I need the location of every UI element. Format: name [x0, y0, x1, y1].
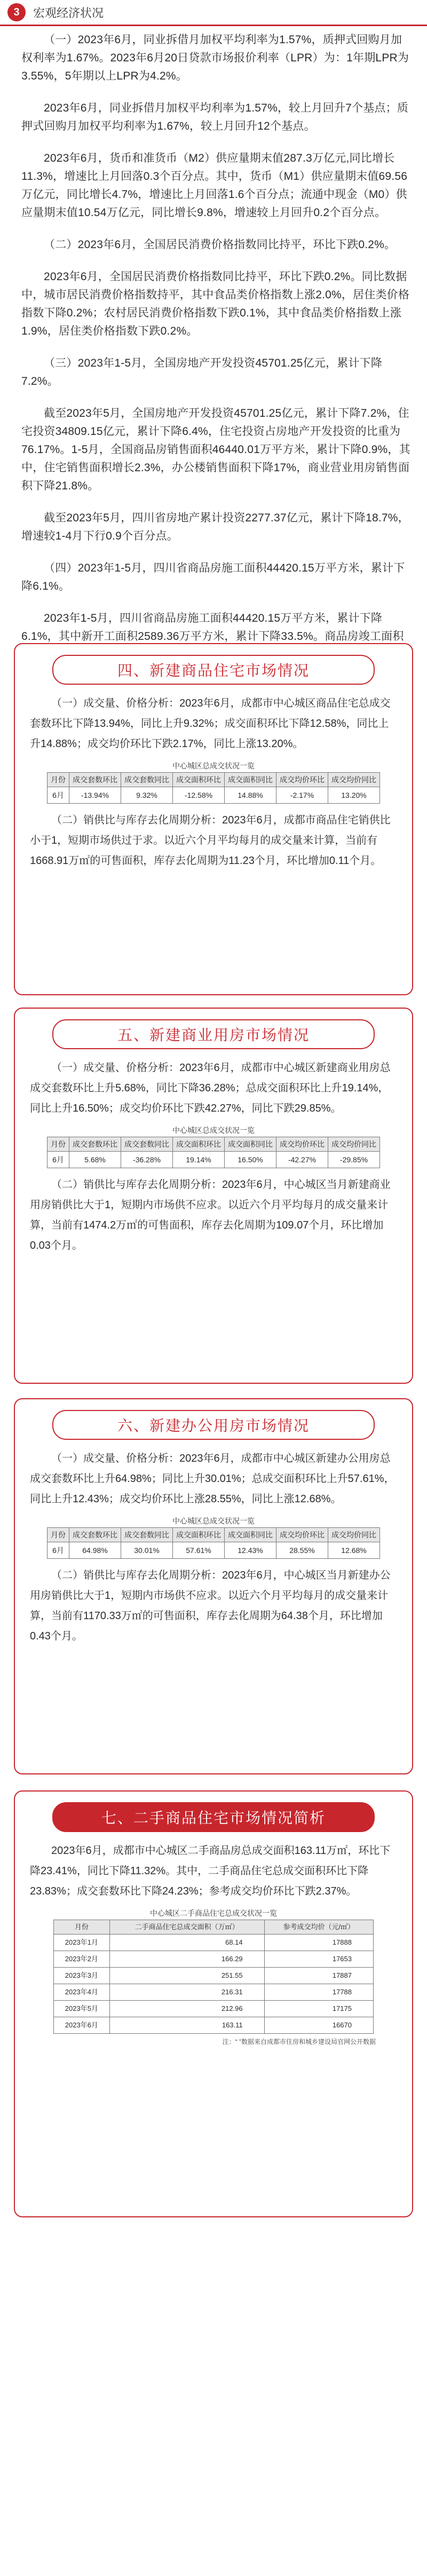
- section-title: 六、新建办公用房市场情况: [52, 1410, 375, 1440]
- table-cell: -12.58%: [173, 787, 225, 804]
- macro-paragraph: 2023年6月，同业拆借月加权平均利率为1.57%，较上月回升7个基点；质押式回购月加权平均利率为1.67%，较上月回升12个基点。: [21, 102, 409, 132]
- table-row: [48, 787, 380, 804]
- table-cell: 57.61%: [173, 1542, 225, 1559]
- table-cell: 19.14%: [173, 1152, 225, 1168]
- macro-paragraph: 2023年1-5月，四川省商品房施工面积44420.15万平方米，累计下降6.1%，其中新开工面积2589.36万平方米，累计下降33.5%。商品房竣工面积: [21, 612, 404, 643]
- table-cell: 163.11: [109, 2017, 264, 2034]
- table-header-cell: 成交均价同比: [328, 1137, 380, 1152]
- section-office: [14, 1398, 413, 1774]
- macro-title: 宏观经济状况: [33, 6, 104, 20]
- table-cell: 30.01%: [121, 1542, 173, 1559]
- table-cell: 28.55%: [276, 1542, 328, 1559]
- table-cell: -2.17%: [276, 787, 328, 804]
- table-cell: 12.43%: [225, 1542, 276, 1559]
- table-caption: 中心城区总成交状况一览: [172, 762, 255, 770]
- table-cell: 17653: [264, 1951, 373, 1968]
- table-cell: 64.98%: [69, 1542, 121, 1559]
- section-number-badge: 3: [7, 3, 26, 21]
- section-title: 七、二手商品住宅市场情况简析: [52, 1802, 375, 1832]
- section-new-residential: [14, 643, 413, 995]
- summary-table: [47, 772, 380, 804]
- summary-table: [47, 1137, 380, 1168]
- section-paragraph: （二）销供比与库存去化周期分析：2023年6月，中心城区当月新建办公用房销供比大于1，短期内市场供不应求。以近六个月平均每月的成交量来计算，当前有1170.33万㎡的可售面积，库存去化周期为64.38个月，环比增加0.43个月。: [30, 1570, 391, 1642]
- table-cell: 14.88%: [225, 787, 276, 804]
- table-header-cell: 成交均价环比: [276, 1137, 328, 1152]
- macro-content: [21, 31, 411, 722]
- section-paragraph: （一）成交量、价格分析：2023年6月，成都市中心城区新建商业用房总成交套数环比上升5.68%，同比下降36.28%；总成交面积环比上升19.14%，同比上升16.50%；成交均价环比下跌42.27%，同比下跌29.85%。: [30, 1062, 391, 1114]
- table-source-note: 注：“ ”数据来自成都市住房和城乡建设局官网公开数据: [222, 2038, 376, 2046]
- table-header-cell: 成交均价环比: [276, 773, 328, 787]
- table-cell: 68.14: [109, 1935, 264, 1951]
- section-paragraph: （二）销供比与库存去化周期分析：2023年6月，成都市商品住宅销供比小于1，短期市场供过于求。以近六个月平均每月的成交量来计算，当前有1668.91万㎡的可售面积，库存去化周期为11.23个月，环比增加0.11个月。: [30, 814, 391, 867]
- table-header-cell: 月份: [48, 1137, 69, 1152]
- macro-paragraph: 截至2023年5月，全国房地产开发投资45701.25亿元，累计下降7.2%，住宅投资34809.15亿元，累计下降6.4%，住宅投资占房地产开发投资的比重为76.17%。1-5月，全国商品房销售面积46440.01万平方米，累计下降0.9%，其中，住宅销售面积增长2.3%，办公楼销售面积下降17%，商业营业用房销售面积下降21.8%。: [21, 407, 410, 492]
- table-header-cell: 成交套数同比: [121, 1528, 173, 1542]
- table-row: [54, 1984, 374, 2001]
- table-cell: 5.68%: [69, 1152, 121, 1168]
- macro-paragraph: （三）2023年1-5月，全国房地产开发投资45701.25亿元，累计下降7.2%。: [21, 357, 383, 387]
- table-cell: 17788: [264, 1984, 373, 2001]
- table-header-row: [48, 773, 380, 787]
- table-cell: 212.96: [109, 2001, 264, 2017]
- table-caption: 中心城区总成交状况一览: [172, 1517, 255, 1525]
- table-header-cell: 成交均价同比: [328, 773, 380, 787]
- section-title: 四、新建商品住宅市场情况: [52, 655, 375, 685]
- table-header-cell: 月份: [48, 1528, 69, 1542]
- table-cell: 6月: [48, 1152, 69, 1168]
- table-row: [54, 2017, 374, 2034]
- section-paragraph: （一）成交量、价格分析：2023年6月，成都市中心城区新建办公用房总成交套数环比上升64.98%；同比上升30.01%；总成交面积环比上升57.61%，同比上升12.43%；成交均价环比上涨28.55%，同比上涨12.68%。: [30, 1453, 395, 1505]
- table-cell: 13.20%: [328, 787, 380, 804]
- header-divider: [0, 25, 427, 26]
- section-paragraph: 2023年6月，成都市中心城区二手商品房总成交面积163.11万㎡，环比下降23.41%，同比下降11.32%。其中，二手商品住宅总成交面积环比下降23.83%；成交套数环比下降24.23%；参考成交均价环比下跌2.37%。: [30, 1845, 391, 1897]
- section-title: 五、新建商业用房市场情况: [52, 1019, 375, 1049]
- second-hand-table: [53, 1920, 374, 2034]
- table-cell: 17175: [264, 2001, 373, 2017]
- table-header-cell: 成交均价同比: [328, 1528, 380, 1542]
- section-paragraph: （一）成交量、价格分析：2023年6月，成都市中心城区商品住宅总成交套数环比下降13.94%，同比上升9.32%；成交面积环比下降12.58%，同比上升14.88%；成交均价环比下跌2.17%，同比上涨13.20%。: [30, 697, 391, 750]
- table-row: [54, 1935, 374, 1951]
- table-header-cell: 成交面积环比: [173, 773, 225, 787]
- table-cell: 16.50%: [225, 1152, 276, 1168]
- table-cell: -42.27%: [276, 1152, 328, 1168]
- table-caption: 中心城区总成交状况一览: [172, 1126, 255, 1135]
- macro-paragraph: 2023年6月，全国居民消费价格指数同比持平，环比下跌0.2%。同比数据中，城市居民消费价格指数持平，其中食品类价格指数上涨2.0%，居住类价格指数下降0.2%；农村居民消费价格指数下跌0.1%，其中食品类价格指数上涨1.9%，居住类价格指数下跌0.2%。: [21, 271, 410, 337]
- table-cell: 6月: [48, 787, 69, 804]
- table-cell: 17887: [264, 1968, 373, 1984]
- table-header-row: [48, 1137, 380, 1152]
- table-header-cell: 月份: [54, 1920, 110, 1935]
- table-header-cell: 成交面积同比: [225, 1137, 276, 1152]
- table-cell: 17888: [264, 1935, 373, 1951]
- macro-paragraph: （二）2023年6月，全国居民消费价格指数同比持平，环比下跌0.2%。: [44, 239, 396, 251]
- table-cell: 216.31: [109, 1984, 264, 2001]
- table-header-row: [48, 1528, 380, 1542]
- table-cell: 2023年2月: [54, 1951, 110, 1968]
- macro-paragraph: （一）2023年6月，同业拆借月加权平均利率为1.57%，质押式回购月加权利率为1.67%。2023年6月20日贷款市场报价利率（LPR）为：1年期LPR为3.55%，5年期以上LPR为4.2%。: [21, 34, 409, 82]
- table-header-cell: 成交套数同比: [121, 1137, 173, 1152]
- table-header-cell: 二手商品住宅总成交面积（万㎡）: [109, 1920, 264, 1935]
- section-second-hand: [14, 1790, 413, 2217]
- table-header-cell: 成交面积环比: [173, 1137, 225, 1152]
- table-cell: -36.28%: [121, 1152, 173, 1168]
- macro-paragraph: 截至2023年5月，四川省房地产累计投资2277.37亿元，累计下降18.7%，增速较1-4月下行0.9个百分点。: [21, 512, 409, 542]
- table-header-cell: 成交面积同比: [225, 1528, 276, 1542]
- table-cell: 9.32%: [121, 787, 173, 804]
- section-commercial: [14, 1008, 413, 1384]
- table-cell: 2023年4月: [54, 1984, 110, 2001]
- table-row: [48, 1542, 380, 1559]
- section-paragraph: （二）销供比与库存去化周期分析：2023年6月，中心城区当月新建商业用房销供比大于1，短期内市场供不应求。以近六个月平均每月的成交量来计算，当前有1474.2万㎡的可售面积，库存去化周期为109.07个月，环比增加0.03个月。: [30, 1179, 391, 1251]
- table-row: [54, 2001, 374, 2017]
- table-header-cell: 参考成交均价（元/㎡）: [264, 1920, 373, 1935]
- table-header-cell: 成交面积环比: [173, 1528, 225, 1542]
- table-cell: -29.85%: [328, 1152, 380, 1168]
- table-cell: 2023年3月: [54, 1968, 110, 1984]
- table-row: [54, 1951, 374, 1968]
- table-header-cell: 成交套数环比: [69, 1528, 121, 1542]
- macro-paragraph: （四）2023年1-5月，四川省商品房施工面积44420.15万平方米，累计下降6.1%。: [21, 562, 405, 592]
- table-cell: 2023年5月: [54, 2001, 110, 2017]
- table-row: [48, 1152, 380, 1168]
- table-cell: 2023年1月: [54, 1935, 110, 1951]
- table-cell: -13.94%: [69, 787, 121, 804]
- table-header-row: [54, 1920, 374, 1935]
- table-cell: 12.68%: [328, 1542, 380, 1559]
- table-header-cell: 成交均价环比: [276, 1528, 328, 1542]
- table-cell: 2023年6月: [54, 2017, 110, 2034]
- table-header-cell: 月份: [48, 773, 69, 787]
- table-header-cell: 成交套数环比: [69, 1137, 121, 1152]
- table-cell: 6月: [48, 1542, 69, 1559]
- table-cell: 251.55: [109, 1968, 264, 1984]
- table-header-cell: 成交面积同比: [225, 773, 276, 787]
- table-cell: 166.29: [109, 1951, 264, 1968]
- table-cell: 16670: [264, 2017, 373, 2034]
- macro-header: [7, 3, 104, 21]
- summary-table: [47, 1527, 380, 1559]
- table-row: [54, 1968, 374, 1984]
- table-caption: 中心城区二手商品住宅总成交状况一览: [150, 1909, 277, 1917]
- table-header-cell: 成交套数同比: [121, 773, 173, 787]
- table-header-cell: 成交套数环比: [69, 773, 121, 787]
- macro-paragraph: 2023年6月，货币和准货币（M2）供应量期末值287.3万亿元,同比增长11.3%，增速比上月回落0.3个百分点。其中，货币（M1）供应量期末值69.56万亿元，同比增长4.7%，增速比上月回落1.6个百分点；流通中现金（M0）供应量期末值10.54万亿元，同比增长9.8%，增速较上月回升0.2个百分点。: [21, 152, 408, 219]
